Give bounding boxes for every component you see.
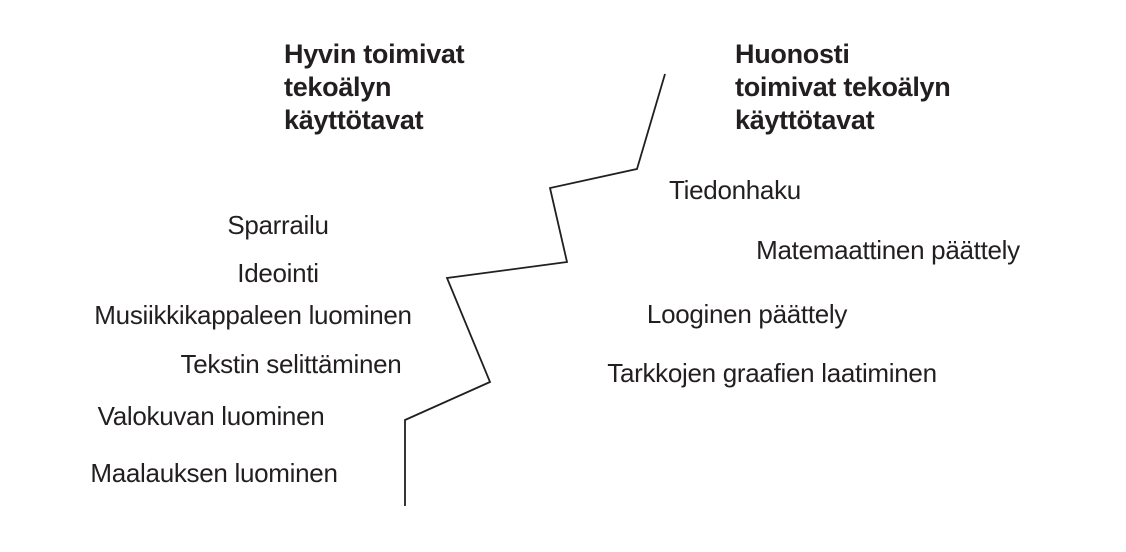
bad-uses-header [735, 38, 950, 137]
bad-uses-header-line: käyttötavat [735, 105, 875, 135]
bad-use-item: Looginen päättely [646, 299, 848, 329]
good-use-item: Ideointi [237, 258, 319, 288]
bad-use-item: Tiedonhaku [669, 175, 801, 205]
good-uses-header [284, 38, 464, 137]
bad-use-item: Tarkkojen graafien laatiminen [607, 358, 937, 388]
good-use-item: Maalauksen luominen [90, 458, 338, 488]
good-use-item: Tekstin selittäminen [180, 349, 402, 379]
bad-uses-header-line: toimivat tekoälyn [735, 72, 951, 102]
good-uses-header-line: käyttötavat [284, 105, 424, 135]
good-use-item: Valokuvan luominen [97, 401, 325, 431]
good-uses-header-line: Hyvin toimivat [284, 39, 465, 69]
bad-use-item: Matemaattinen päättely [756, 235, 1020, 265]
good-use-item: Musiikkikappaleen luominen [94, 300, 412, 330]
good-use-item: Sparrailu [227, 210, 329, 240]
good-uses-header-line: tekoälyn [284, 72, 392, 102]
bad-uses-header-line: Huonosti [735, 39, 850, 69]
